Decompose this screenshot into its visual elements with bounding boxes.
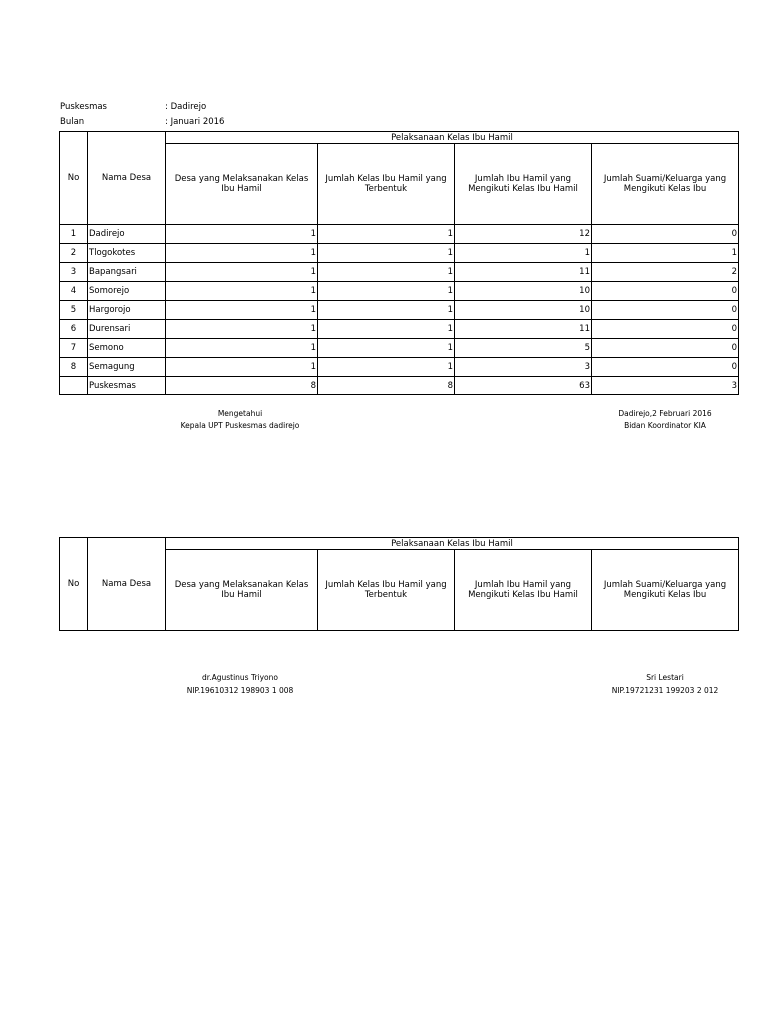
total-no <box>60 377 88 395</box>
row-no: 5 <box>60 301 88 320</box>
report-table-2 <box>59 537 739 631</box>
sig-left-line2: Kepala UPT Puskesmas dadirejo <box>180 421 300 430</box>
row-desa: Tlogokotes <box>88 244 166 263</box>
row-no: 4 <box>60 282 88 301</box>
t2-col-jumlah-suami-header: Jumlah Suami/Keluarga yang Mengikuti Kelas Ibu <box>592 550 739 631</box>
t2-col-no-header: No <box>60 538 88 631</box>
sig-right-line2: Bidan Koordinator KIA <box>624 421 706 430</box>
row-jumlah-suami: 0 <box>592 339 739 358</box>
row-jumlah-suami: 0 <box>592 358 739 377</box>
t2-col-nama-desa-header: Nama Desa <box>88 538 166 631</box>
table-row <box>60 320 739 339</box>
row-desa: Dadirejo <box>88 225 166 244</box>
row-desa: Semagung <box>88 358 166 377</box>
row-jumlah-kelas: 1 <box>318 244 455 263</box>
bulan-value: : Januari 2016 <box>165 117 225 127</box>
sig-left-nip: NIP.19610312 198903 1 008 <box>186 686 294 695</box>
col-no-header: No <box>60 132 88 225</box>
table-row <box>60 225 739 244</box>
row-jumlah-kelas: 1 <box>318 339 455 358</box>
group-header: Pelaksanaan Kelas Ibu Hamil <box>166 132 739 144</box>
row-jumlah-ibu: 12 <box>455 225 592 244</box>
row-desa-melaksanakan: 1 <box>166 225 318 244</box>
total-c: 63 <box>455 377 592 395</box>
row-desa: Semono <box>88 339 166 358</box>
row-desa: Durensari <box>88 320 166 339</box>
sig-right-nip: NIP.19721231 199203 2 012 <box>611 686 719 695</box>
row-no: 2 <box>60 244 88 263</box>
total-row <box>60 377 739 395</box>
table-row <box>60 263 739 282</box>
row-jumlah-ibu: 3 <box>455 358 592 377</box>
row-jumlah-kelas: 1 <box>318 282 455 301</box>
t2-group-header: Pelaksanaan Kelas Ibu Hamil <box>166 538 739 550</box>
table-row <box>60 339 739 358</box>
row-desa-melaksanakan: 1 <box>166 282 318 301</box>
row-jumlah-ibu: 5 <box>455 339 592 358</box>
row-desa-melaksanakan: 1 <box>166 301 318 320</box>
puskesmas-label: Puskesmas <box>60 102 107 112</box>
row-jumlah-kelas: 1 <box>318 263 455 282</box>
row-jumlah-suami: 1 <box>592 244 739 263</box>
row-jumlah-kelas: 1 <box>318 358 455 377</box>
sig-left-name: dr.Agustinus Triyono <box>202 673 278 682</box>
row-jumlah-ibu: 1 <box>455 244 592 263</box>
report-table <box>59 131 739 395</box>
row-no: 3 <box>60 263 88 282</box>
row-jumlah-kelas: 1 <box>318 225 455 244</box>
table-row <box>60 282 739 301</box>
row-jumlah-ibu: 10 <box>455 301 592 320</box>
t2-col-desa-melaksanakan-header: Desa yang Melaksanakan Kelas Ibu Hamil <box>166 550 318 631</box>
t2-col-jumlah-ibu-header: Jumlah Ibu Hamil yang Mengikuti Kelas Ibu Hamil <box>455 550 592 631</box>
col-nama-desa-header: Nama Desa <box>88 132 166 225</box>
total-label: Puskesmas <box>88 377 166 395</box>
row-jumlah-kelas: 1 <box>318 301 455 320</box>
col-jumlah-suami-header: Jumlah Suami/Keluarga yang Mengikuti Kelas Ibu <box>592 144 739 225</box>
sig-left-line1: Mengetahui <box>217 409 263 418</box>
row-desa-melaksanakan: 1 <box>166 244 318 263</box>
row-desa: Bapangsari <box>88 263 166 282</box>
row-jumlah-ibu: 10 <box>455 282 592 301</box>
row-no: 7 <box>60 339 88 358</box>
row-desa-melaksanakan: 1 <box>166 263 318 282</box>
row-jumlah-suami: 0 <box>592 225 739 244</box>
row-desa: Hargorojo <box>88 301 166 320</box>
total-d: 3 <box>592 377 739 395</box>
col-jumlah-kelas-header: Jumlah Kelas Ibu Hamil yang Terbentuk <box>318 144 455 225</box>
row-desa: Somorejo <box>88 282 166 301</box>
row-no: 1 <box>60 225 88 244</box>
row-jumlah-suami: 0 <box>592 320 739 339</box>
total-b: 8 <box>318 377 455 395</box>
row-no: 6 <box>60 320 88 339</box>
row-jumlah-ibu: 11 <box>455 263 592 282</box>
row-desa-melaksanakan: 1 <box>166 320 318 339</box>
row-desa-melaksanakan: 1 <box>166 339 318 358</box>
row-desa-melaksanakan: 1 <box>166 358 318 377</box>
row-no: 8 <box>60 358 88 377</box>
col-jumlah-ibu-header: Jumlah Ibu Hamil yang Mengikuti Kelas Ibu Hamil <box>455 144 592 225</box>
puskesmas-value: : Dadirejo <box>165 102 207 112</box>
table-row <box>60 358 739 377</box>
sig-right-line1: Dadirejo,2 Februari 2016 <box>618 409 712 418</box>
table-row <box>60 301 739 320</box>
table-row <box>60 244 739 263</box>
row-jumlah-ibu: 11 <box>455 320 592 339</box>
t2-col-jumlah-kelas-header: Jumlah Kelas Ibu Hamil yang Terbentuk <box>318 550 455 631</box>
row-jumlah-suami: 0 <box>592 301 739 320</box>
bulan-label: Bulan <box>60 117 85 127</box>
total-a: 8 <box>166 377 318 395</box>
row-jumlah-kelas: 1 <box>318 320 455 339</box>
row-jumlah-suami: 2 <box>592 263 739 282</box>
row-jumlah-suami: 0 <box>592 282 739 301</box>
sig-right-name: Sri Lestari <box>646 673 684 682</box>
col-desa-melaksanakan-header: Desa yang Melaksanakan Kelas Ibu Hamil <box>166 144 318 225</box>
